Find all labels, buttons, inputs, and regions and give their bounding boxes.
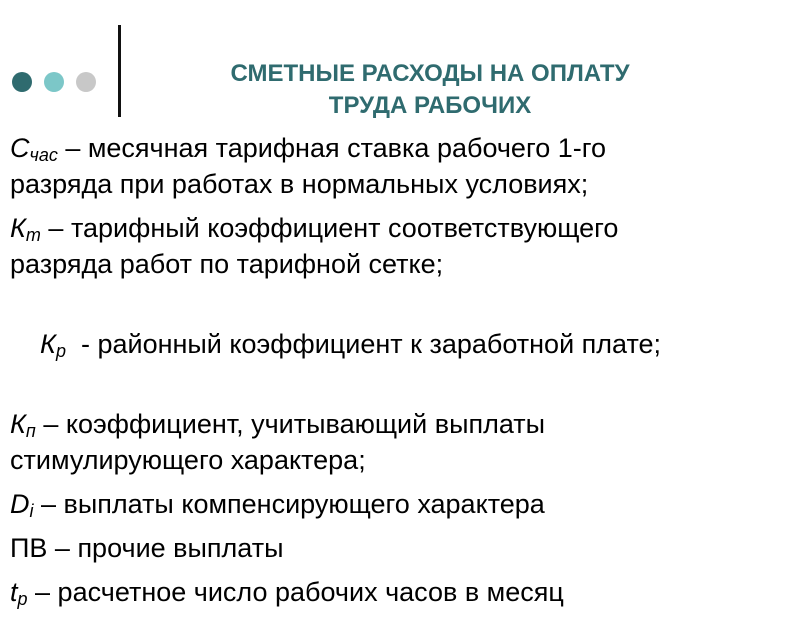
symbol-subscript: т <box>25 225 41 245</box>
symbol: t <box>10 577 18 607</box>
title-line-2: ТРУДА РАБОЧИХ <box>328 92 532 119</box>
definition-item <box>10 530 790 566</box>
vertical-divider <box>118 25 121 117</box>
definition-text-cont: разряда работ по тарифной сетке; <box>10 249 444 279</box>
dot-dark <box>12 72 32 92</box>
symbol-subscript: р <box>17 589 28 609</box>
definition-item <box>10 290 790 398</box>
definition-text: - районный коэффициент к заработной плате; <box>65 329 662 359</box>
definition-item <box>10 486 790 522</box>
symbol: ПВ <box>10 533 48 563</box>
symbol: К <box>40 329 56 359</box>
symbol: К <box>10 213 26 243</box>
definition-text: – расчетное число рабочих часов в месяц <box>27 577 564 607</box>
symbol-subscript: i <box>29 501 34 521</box>
definition-text-cont: разряда при работах в нормальных условиях; <box>10 169 589 199</box>
definition-text-cont: стимулирующего характера; <box>10 445 366 475</box>
symbol-subscript: п <box>25 421 36 441</box>
dot-gray <box>76 72 96 92</box>
symbol-subscript: р <box>55 341 66 361</box>
symbol: С <box>10 133 30 163</box>
definitions-list <box>10 130 790 618</box>
definition-text: – тарифный коэффициент соответствующего <box>40 213 619 243</box>
definition-item <box>10 406 790 478</box>
definition-item <box>10 130 790 202</box>
definition-text: – выплаты компенсирующего характера <box>33 489 545 519</box>
decorative-dots <box>12 72 96 92</box>
symbol: D <box>10 489 30 519</box>
title-line-1: СМЕТНЫЕ РАСХОДЫ НА ОПЛАТУ <box>230 60 630 87</box>
definition-text: – прочие выплаты <box>47 533 284 563</box>
definition-item <box>10 574 790 610</box>
symbol-subscript: час <box>29 145 58 165</box>
dot-light <box>44 72 64 92</box>
definition-item <box>10 210 790 282</box>
slide-title <box>150 58 710 122</box>
definition-text: – месячная тарифная ставка рабочего 1-го <box>57 133 607 163</box>
definition-text: – коэффициент, учитывающий выплаты <box>35 409 546 439</box>
symbol: К <box>10 409 26 439</box>
